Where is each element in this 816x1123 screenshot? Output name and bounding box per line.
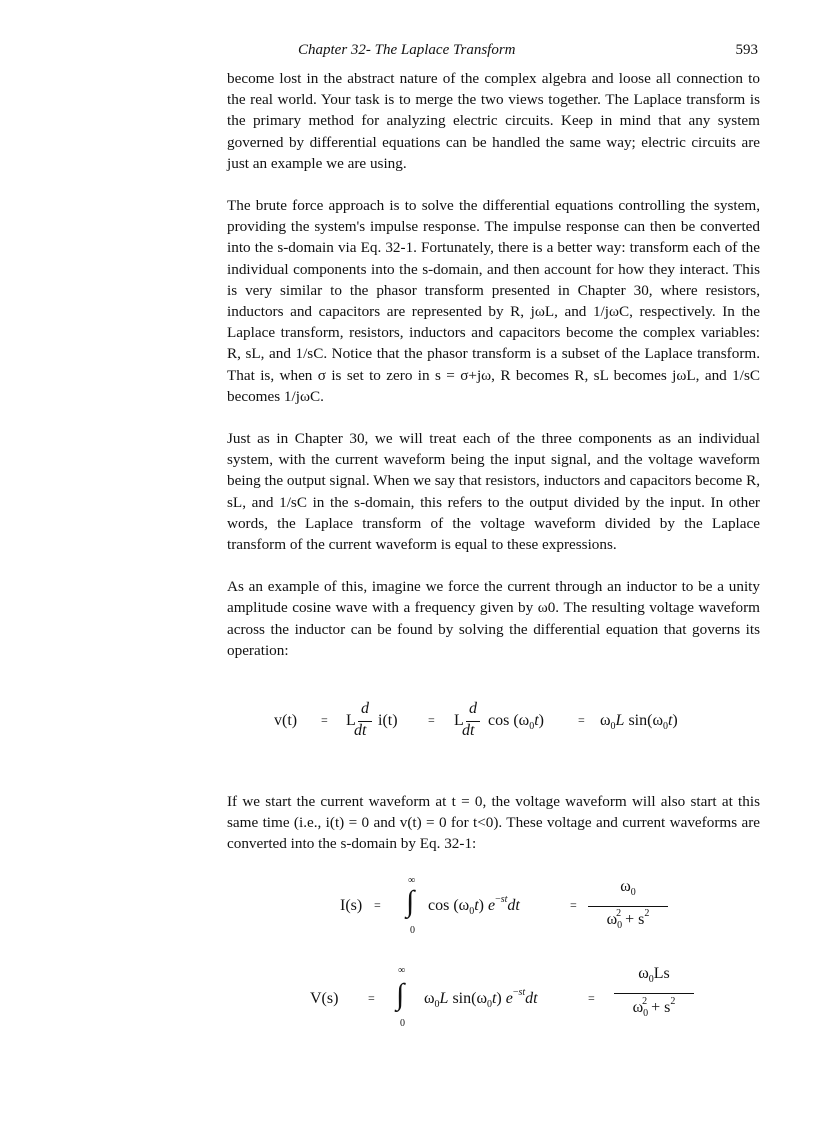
paragraph-3: Just as in Chapter 30, we will treat each of the three components as an individual system, with the current waveform being the input signal, and the voltage waveform being the output signal. When we say that resistors, inductors and capacitors become R, sL, and 1/sC in the s-domain, this refers to the output divided by the input. In other words, the Laplace transform of the voltage waveform divided by the Laplace transform of the current waveform is equal to these expressions. <box>227 430 760 554</box>
page-number: 593 <box>735 42 758 58</box>
page-header <box>226 42 760 64</box>
chapter-title: Chapter 32- The Laplace Transform <box>298 42 516 58</box>
paragraph-4: As an example of this, imagine we force the current through an inductor to be a unity amplitude cosine wave with a frequency given by ω0. The resulting voltage waveform across the inductor can be found by solving the differential equation that governs its operation: <box>227 578 760 659</box>
equation-inductor-voltage: v(t) = L d dt i(t) = L d dt $\cos (\omega_0t)$ = $\omega_0L$ $\sin(\omega_0t)$ <box>274 700 678 739</box>
body-text-2 <box>227 791 760 876</box>
equation-current-laplace: I(s) = ∞ ∫ 0 $\cos (\omega_0t)$ $e^{-st}dt$ = $\omega_0$ $\omega_0^2 + s^2$ <box>330 875 710 940</box>
body-text <box>227 68 760 682</box>
paragraph-2: The brute force approach is to solve the differential equations controlling the system, providing the system's impulse response. The impulse response can then be converted into the s-domain via Eq. 32-1. Fortunately, there is a better way: transform each of the individual components into the s-domain, and then account for how they interact. This is very similar to the phasor transform presented in Chapter 30, where resistors, inductors and capacitors are represented by R, jωL, and 1/jωC, respectively. In the Laplace transform, resistors, inductors and capacitors become the complex variables: R, sL, and 1/sC. Notice that the phasor transform is a subset of the Laplace transform. That is, when σ is set to zero in s = σ+jω, R becomes R, sL becomes jωL, and 1/sC becomes 1/jωC. <box>227 197 760 405</box>
paragraph-1: become lost in the abstract nature of the complex algebra and loose all connection to the real world. Your task is to merge the two views together. The Laplace transform is the primary method for analyzing electric circuits. Keep in mind that any system governed by differential equations can be handled the same way; electric circuits are just an example we are using. <box>227 70 760 172</box>
paragraph-5: If we start the current waveform at t = 0, the voltage waveform will also start at this same time (i.e., i(t) = 0 and v(t) = 0 for t<0). These voltage and current waveforms are converted into the s-domain by Eq. 32-1: <box>227 793 760 853</box>
equation-voltage-laplace: V(s) = ∞ ∫ 0 $\omega_0L$ $\sin(\omega_0t)$ $e^{-st}dt$ = $\omega_0Ls$ $\omega_0^2 + s^2$ <box>306 965 726 1035</box>
